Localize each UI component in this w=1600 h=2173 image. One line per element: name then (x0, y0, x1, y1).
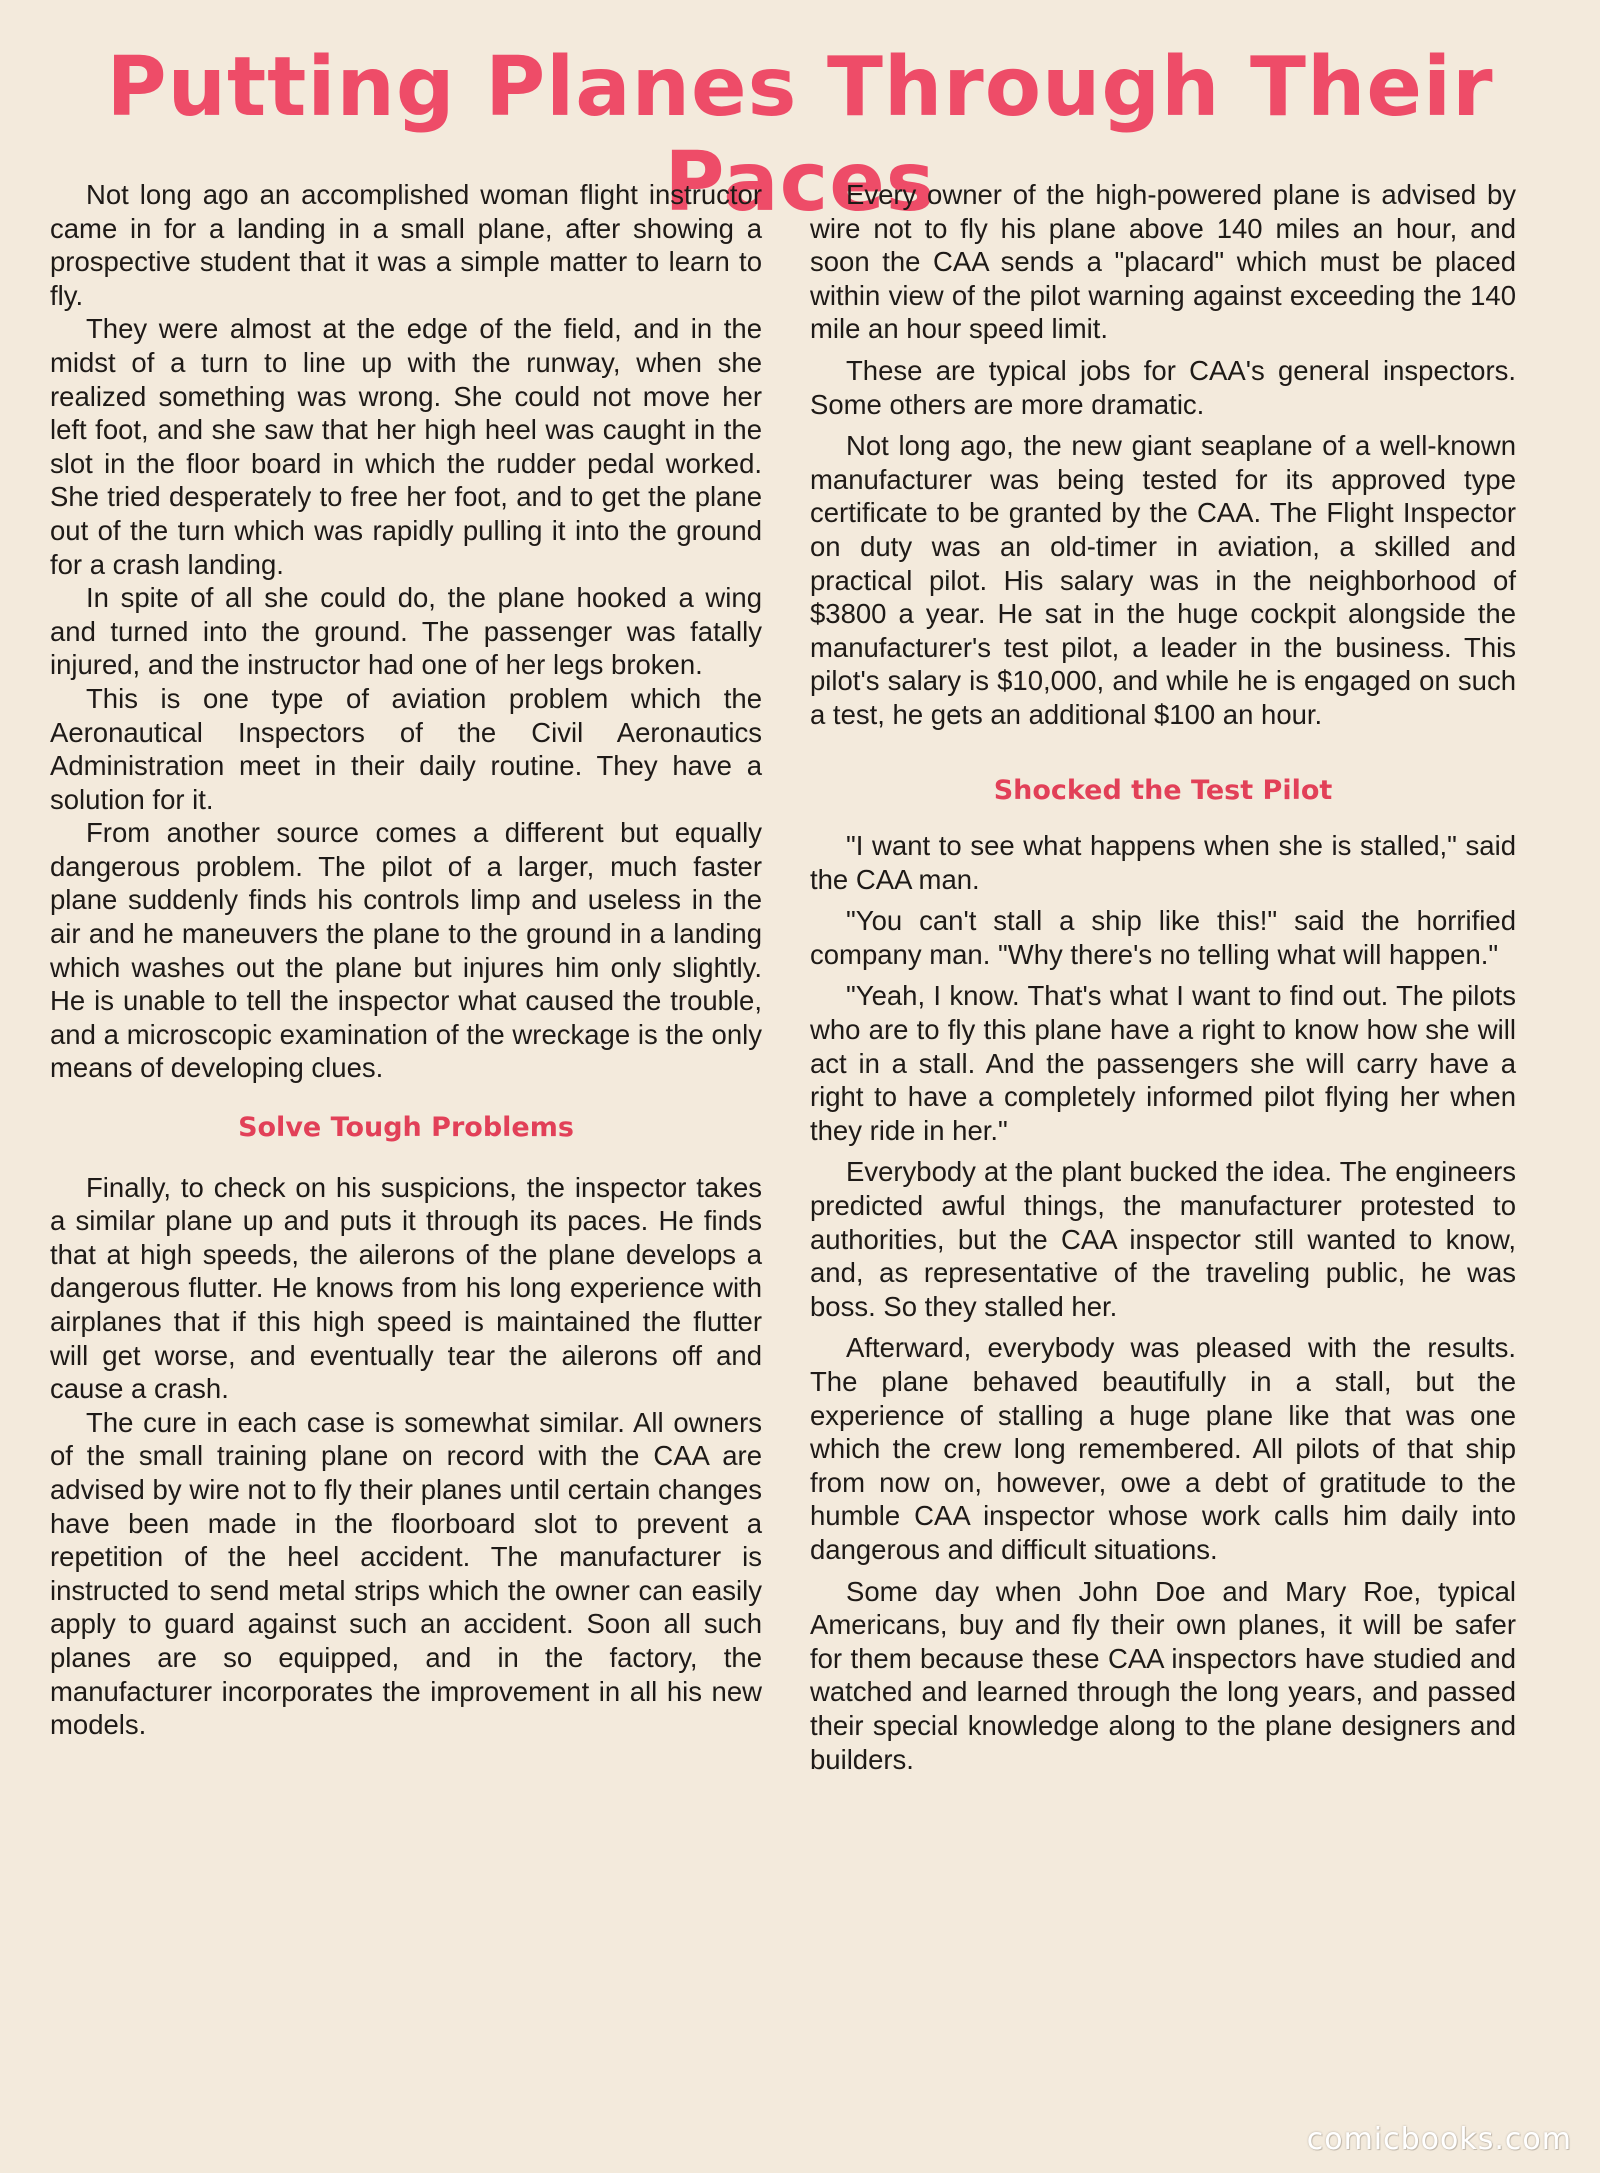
paragraph: Every owner of the high-powered plane is advised by wire not to fly his plane above 140 miles an hour, and soon the CAA sends a "placard" which must be placed within view of the pilot warning against exceeding the 140 mile an hour speed limit. (810, 179, 1516, 345)
paragraph: Afterward, everybody was pleased with the results. The plane behaved beautifully in a stall, but the experience of stalling a huge plane like that was one which the crew long remembered. All pilots of that ship from now on, however, owe a debt of gratitude to the humble CAA inspector whose work calls him daily into dangerous and difficult situations. (810, 1332, 1516, 1565)
paragraph: "I want to see what happens when she is stalled," said the CAA man. (810, 830, 1516, 895)
paragraph: From another source comes a different but equally dangerous problem. The pilot of a larger, much faster plane suddenly finds his controls limp and useless in the air and he maneuvers the plane to the ground in a landing which washes out the plane but injures him only slightly. He is unable to tell the inspector what caused the trouble, and a microscopic examination of the wreckage is the only means of developing clues. (50, 817, 762, 1084)
paragraph: Not long ago an accomplished woman flight instructor came in for a landing in a small plane, after showing a prospective student that it was a simple matter to learn to fly. (50, 179, 762, 311)
paragraph: "You can't stall a ship like this!" said the horrified company man. "Why there's no telling what will happen." (810, 905, 1516, 970)
paragraph: These are typical jobs for CAA's general inspectors. Some others are more dramatic. (810, 354, 1516, 420)
paragraph: Not long ago, the new giant seaplane of a well-known manufacturer was being tested for its approved type certificate to be granted by the CAA. The Flight Inspector on duty was an old-timer in aviation, a skilled and practical pilot. His salary was in the neighborhood of $3800 a year. He sat in the huge cockpit alongside the manufacturer's test pilot, a leader in the business. This pilot's salary is $10,000, and while he is engaged on such a test, he gets an additional $100 an hour. (810, 430, 1516, 730)
left-column (50, 178, 762, 1742)
paragraph: The cure in each case is somewhat similar. All owners of the small training plane on record with the CAA are advised by wire not to fly their planes until certain changes have been made in the floorboard slot to prevent a repetition of the heel accident. The manufacturer is instructed to send metal strips which the owner can easily apply to guard against such an accident. Soon all such planes are so equipped, and in the factory, the manufacturer incorporates the improvement in all his new models. (50, 1406, 762, 1741)
paragraph: In spite of all she could do, the plane hooked a wing and turned into the ground. The passenger was fatally injured, and the instructor had one of her legs broken. (50, 582, 762, 681)
paragraph: Everybody at the plant bucked the idea. The engineers predicted awful things, the manufacturer protested to authorities, but the CAA inspector still wanted to know, and, as representative of the traveling public, he was boss. So they stalled her. (810, 1156, 1516, 1322)
section-heading-solve-tough-problems: Solve Tough Problems (238, 1112, 574, 1144)
paragraph: "Yeah, I know. That's what I want to find out. The pilots who are to fly this plane have a right to know how she will act in a stall. And the passengers she will carry have a right to have a completely informed pilot flying her when they ride in her." (810, 980, 1516, 1146)
section-heading-shocked-the-test-pilot: Shocked the Test Pilot (993, 774, 1333, 806)
right-column (810, 178, 1516, 1784)
paragraph: They were almost at the edge of the field, and in the midst of a turn to line up with the runway, when she realized something was wrong. She could not move her left foot, and she saw that her high heel was caught in the slot in the floor board in which the rudder pedal worked. She tried desperately to free her foot, and to get the plane out of the turn which was rapidly pulling it into the ground for a crash landing. (50, 313, 762, 580)
paragraph: This is one type of aviation problem which the Aeronautical Inspectors of the Civil Aeronautics Administration meet in their daily routine. They have a solution for it. (50, 682, 762, 815)
page-title: Putting Planes Through Their Paces (106, 40, 1494, 230)
watermark: comicbooks.com (1306, 2122, 1572, 2157)
paragraph: Some day when John Doe and Mary Roe, typical Americans, buy and fly their own planes, it will be safer for them because these CAA inspectors have studied and watched and learned through the long years, and passed their special knowledge along to the plane designers and builders. (810, 1575, 1516, 1775)
paragraph: Finally, to check on his suspicions, the inspector takes a similar plane up and puts it through its paces. He finds that at high speeds, the ailerons of the plane develops a dangerous flutter. He knows from his long experience with airplanes that if this high speed is maintained the flutter will get worse, and eventually tear the ailerons off and cause a crash. (50, 1171, 762, 1405)
